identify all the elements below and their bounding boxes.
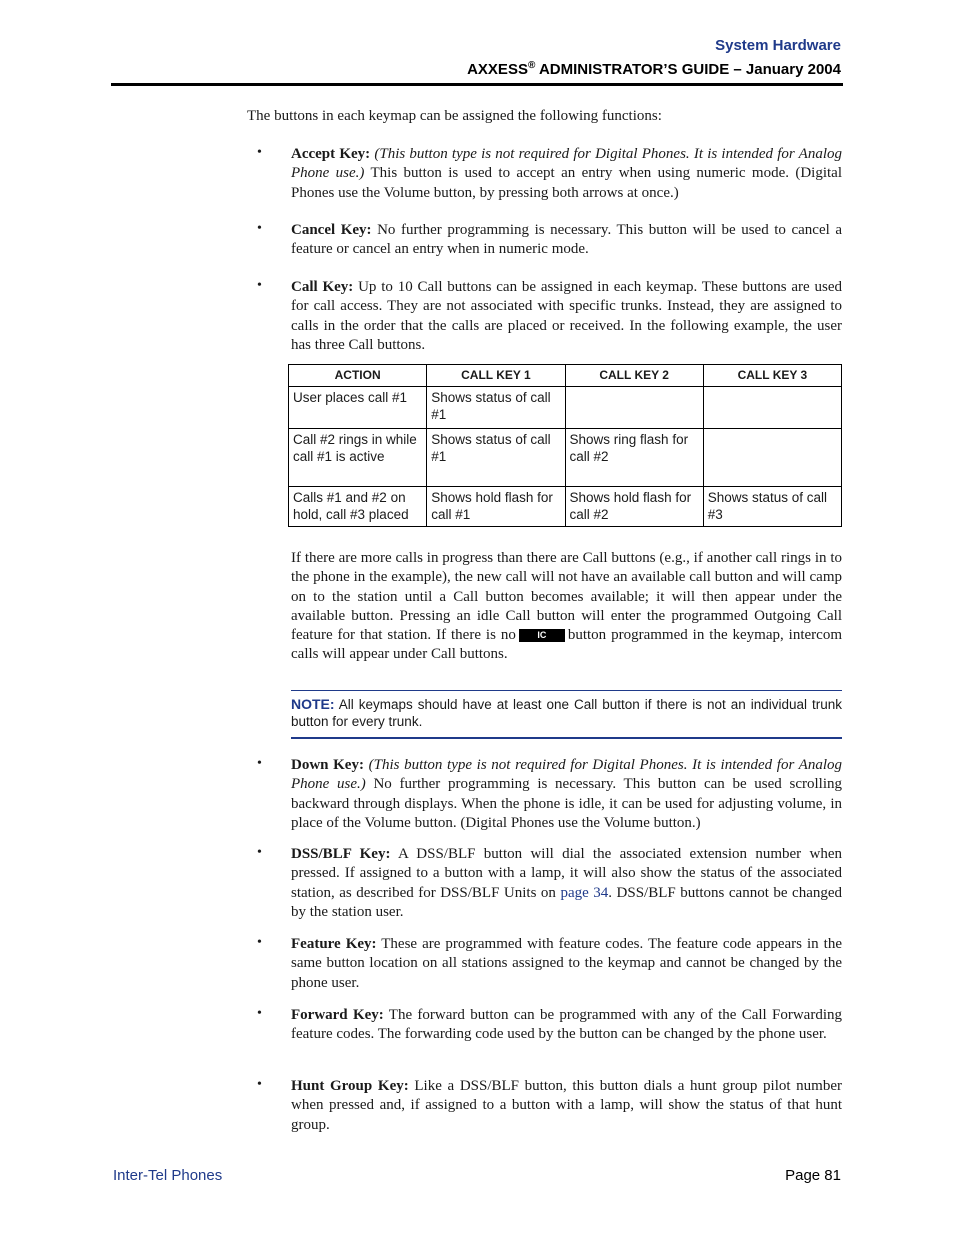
table-cell <box>565 387 703 429</box>
brand-name: AXXESS <box>467 61 528 78</box>
call-followup-text: If there are more calls in progress than there are Call buttons (e.g., if another call rings in to the phone in the example), the new call will not have an available call button and will camp on to the station until a Call button becomes available; it will then appear under the available button. Pressing an idle Call button will enter the programmed Outgoing Call feature for that station. If there is no <box>291 550 842 644</box>
table-header: CALL KEY 2 <box>565 365 703 387</box>
accept-key-note: (This button type is not required for Digital Phones. It is intended for Analog Phone use.) <box>291 146 842 182</box>
call-key-item <box>291 278 842 355</box>
table-row <box>289 387 842 429</box>
table-header: CALL KEY 1 <box>427 365 565 387</box>
cancel-key-item <box>291 221 842 260</box>
header-rule <box>111 83 843 86</box>
feature-key-term: Feature Key: <box>291 936 377 952</box>
hunt-group-key-item <box>291 1077 842 1135</box>
cancel-key-term: Cancel Key: <box>291 222 372 238</box>
registered-mark: ® <box>527 60 536 71</box>
bullet-feature: • <box>257 935 262 950</box>
bullet-accept: • <box>257 145 262 160</box>
feature-key-item <box>291 935 842 993</box>
dss-blf-key-term: DSS/BLF Key: <box>291 846 391 862</box>
table-cell: Calls #1 and #2 on hold, call #3 placed <box>289 487 427 527</box>
bullet-cancel: • <box>257 221 262 236</box>
bullet-call: • <box>257 278 262 293</box>
call-key-table <box>288 364 842 527</box>
table-header: ACTION <box>289 365 427 387</box>
table-cell <box>703 429 841 487</box>
table-cell: Shows hold flash for call #1 <box>427 487 565 527</box>
call-followup-paragraph <box>291 549 842 665</box>
table-header: CALL KEY 3 <box>703 365 841 387</box>
feature-key-text: These are programmed with feature codes. The feature code appears in the same button location on all stations assigned to the keymap and cannot be changed by the phone user. <box>291 936 842 991</box>
document-title <box>467 60 841 78</box>
call-followup-text-end: button programmed in the keymap, intercom calls will appear under Call buttons. <box>291 627 842 663</box>
bullet-dss: • <box>257 845 262 860</box>
forward-key-item <box>291 1006 842 1045</box>
note-box <box>291 696 842 730</box>
ic-button-graphic: IC <box>519 629 565 642</box>
forward-key-term: Forward Key: <box>291 1007 384 1023</box>
table-cell: Call #2 rings in while call #1 is active <box>289 429 427 487</box>
cancel-key-text: No further programming is necessary. This button will be used to cancel a feature or cancel an entry when in numeric mode. <box>291 222 843 258</box>
section-title: System Hardware <box>715 37 841 54</box>
down-key-note: (This button type is not required for Digital Phones. It is intended for Analog Phone use.) <box>291 757 843 793</box>
table-cell: Shows hold flash for call #2 <box>565 487 703 527</box>
dss-blf-key-text: A DSS/BLF button will dial the associated extension number when pressed. If assigned to a button with a lamp, it will also show the status of the associated station, as described for DSS/BLF Units on <box>291 846 842 901</box>
table-cell: Shows ring flash for call #2 <box>565 429 703 487</box>
table-cell: Shows status of call #3 <box>703 487 841 527</box>
document-date: January 2004 <box>745 61 841 78</box>
note-text: All keymaps should have at least one Call button if there is not an individual trunk button for every trunk. <box>291 697 842 729</box>
footer-page-number: Page 81 <box>785 1167 841 1184</box>
down-key-item <box>291 756 842 833</box>
note-top-rule <box>291 690 842 691</box>
intro-paragraph: The buttons in each keymap can be assigned the following functions: <box>247 108 662 124</box>
accept-key-item <box>291 145 842 203</box>
table-row <box>289 487 842 527</box>
hunt-group-key-text: Like a DSS/BLF button, this button dials a hunt group pilot number when pressed and, if assigned to a button with a lamp, will show the status of that hunt group. <box>291 1078 842 1133</box>
guide-name: ADMINISTRATOR’S GUIDE <box>535 61 730 78</box>
title-dash: – <box>729 61 746 78</box>
table-header-row <box>289 365 842 387</box>
bullet-hunt: • <box>257 1077 262 1092</box>
dss-blf-key-item <box>291 845 842 922</box>
table-cell: Shows status of call #1 <box>427 429 565 487</box>
table-cell <box>703 387 841 429</box>
hunt-group-key-term: Hunt Group Key: <box>291 1078 409 1094</box>
table-row <box>289 429 842 487</box>
accept-key-text: This button is used to accept an entry when using numeric mode. (Digital Phones use the Volume button, by pressing both arrows at once.) <box>291 165 843 201</box>
note-label: NOTE: <box>291 696 335 712</box>
dss-blf-key-text-end: . DSS/BLF buttons cannot be changed by the station user. <box>291 884 843 920</box>
table-cell: User places call #1 <box>289 387 427 429</box>
bullet-down: • <box>257 756 262 771</box>
call-key-text: Up to 10 Call buttons can be assigned in each keymap. These buttons are used for call access. They are not associated with specific trunks. Instead, they are assigned to calls in the order that the calls are placed or received. In the following example, the user has three Call buttons. <box>291 279 842 353</box>
call-key-term: Call Key: <box>291 279 354 295</box>
forward-key-text: The forward button can be programmed with any of the Call Forwarding feature codes. The forwarding code used by the button can be changed by the phone user. <box>291 1007 842 1043</box>
note-bottom-rule <box>291 737 842 739</box>
accept-key-term: Accept Key: <box>291 146 371 162</box>
page-34-link[interactable]: page 34 <box>560 884 609 901</box>
down-key-text: No further programming is necessary. This button can be used scrolling backward through displays. When the phone is idle, it can be used for adjusting volume, in place of the Volume button. (Digital Phones use the Volume button.) <box>291 776 842 831</box>
footer-chapter: Inter-Tel Phones <box>113 1167 223 1184</box>
table-cell: Shows status of call #1 <box>427 387 565 429</box>
down-key-term: Down Key: <box>291 757 364 773</box>
bullet-forward: • <box>257 1006 262 1021</box>
